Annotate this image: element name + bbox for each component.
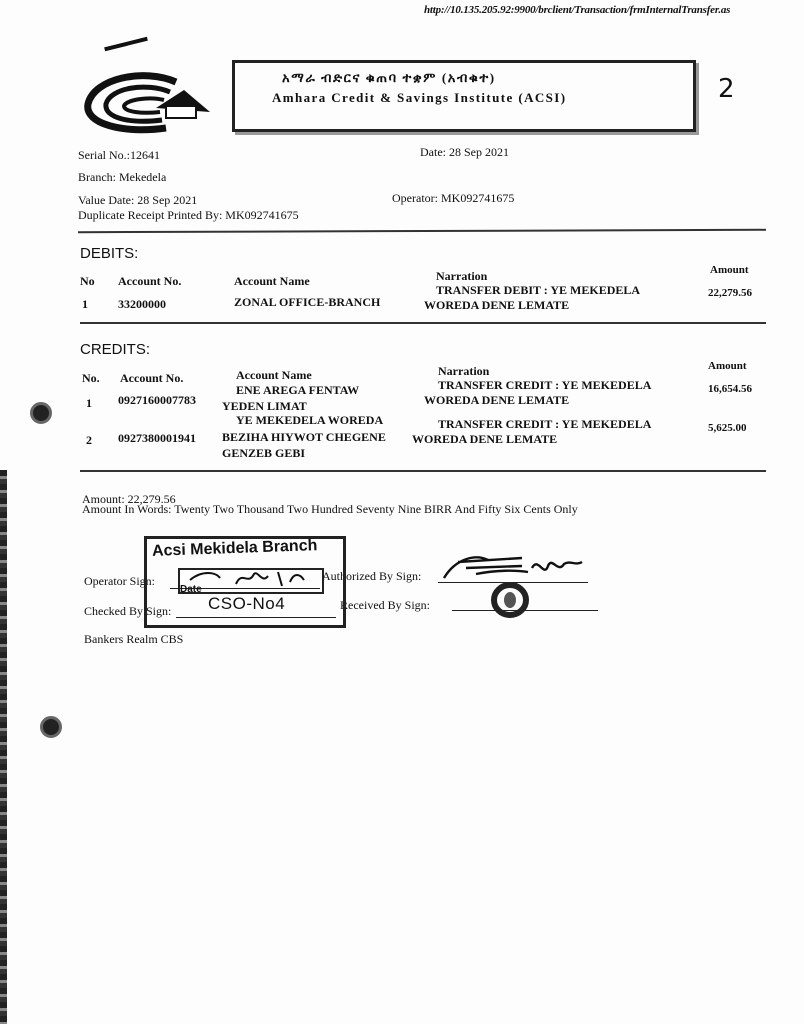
stamp-date-label: Date [180, 584, 202, 595]
credits-heading: CREDITS: [80, 341, 151, 358]
acsi-logo-icon [84, 72, 214, 136]
scan-edge [0, 470, 7, 1024]
debits-header-account-name: Account Name [234, 274, 310, 288]
stamp-officer: CSO-No4 [208, 594, 286, 613]
debits-heading: DEBITS: [80, 245, 139, 262]
value-date: Value Date: 28 Sep 2021 [78, 193, 198, 207]
debits-header-account-no: Account No. [118, 274, 182, 288]
credits-header-amount: Amount [708, 360, 747, 372]
divider [78, 229, 766, 233]
credit-row-account-no: 0927380001941 [118, 431, 196, 445]
punch-hole [40, 716, 62, 738]
received-by-label: Received By Sign: [340, 598, 430, 612]
institution-name: Amhara Credit & Savings Institute (ACSI) [272, 90, 567, 105]
credit-row-account-name-cont: YEDEN LIMAT [222, 399, 307, 413]
divider [80, 470, 766, 472]
credits-header-account-no: Account No. [120, 371, 184, 385]
browser-url: http://10.135.205.92:9900/brclient/Transaction/frmInternalTransfer.as [424, 4, 731, 16]
stamp-title: Acsi Mekidela Branch [151, 537, 318, 560]
debits-header-no: No [80, 274, 95, 288]
system-footer: Bankers Realm CBS [84, 632, 184, 646]
authorized-by-label: Authorized By Sign: [322, 569, 422, 583]
received-signature [484, 580, 536, 620]
credit-row-no: 1 [86, 396, 92, 410]
duplicate-printed-by: Duplicate Receipt Printed By: MK092741675 [78, 208, 299, 222]
credit-row-account-name: ENE AREGA FENTAW [236, 383, 360, 397]
receipt-date: Date: 28 Sep 2021 [420, 145, 509, 159]
credit-row-account-name: YE MEKEDELA WOREDA [236, 413, 384, 427]
credit-row-account-name-cont: GENZEB GEBI [222, 446, 306, 460]
debit-row-narration: TRANSFER DEBIT : YE MEKEDELA WOREDA DENE LEMATE [424, 283, 640, 312]
operator-sign-label: Operator Sign: [84, 574, 155, 588]
credit-row-narration: TRANSFER CREDIT : YE MEKEDELA WOREDA DENE LEMATE [424, 378, 651, 407]
credit-row-narration: TRANSFER CREDIT : YE MEKEDELA WOREDA DENE LEMATE [412, 417, 651, 446]
credit-row-account-name-cont: BEZIHA HIYWOT CHEGENE [222, 430, 386, 444]
debit-row-account-no: 33200000 [118, 297, 166, 311]
credit-row-account-no: 0927160007783 [118, 393, 196, 407]
credits-header-no: No. [82, 371, 100, 385]
debit-row-account-name: ZONAL OFFICE-BRANCH [234, 295, 381, 309]
debit-row-amount: 22,279.56 [708, 287, 752, 299]
credit-row-no: 2 [86, 433, 92, 447]
credits-header-account-name: Account Name [236, 368, 312, 382]
credits-header-narration: Narration [438, 364, 490, 378]
checked-by-label: Checked By Sign: [84, 604, 172, 618]
serial-number: Serial No.:12641 [78, 148, 160, 162]
credit-row-amount: 16,654.56 [708, 383, 752, 395]
branch: Branch: Mekedela [78, 170, 167, 184]
debits-header-narration: Narration [436, 269, 488, 283]
debits-header-amount: Amount [710, 264, 749, 276]
handwritten-page-number: 2 [718, 74, 735, 104]
operator-id: Operator: MK092741675 [392, 191, 515, 205]
institution-name-amharic: አማራ ብድርና ቁጠባ ተቋም (አብቁተ) [282, 70, 496, 85]
pen-mark [104, 37, 148, 52]
debit-row-no: 1 [82, 297, 88, 311]
operator-signature [186, 566, 316, 590]
punch-hole [30, 402, 52, 424]
total-amount: Amount: 22,279.56 [82, 492, 176, 506]
divider [80, 322, 766, 324]
amount-in-words: Amount In Words: Twenty Two Thousand Two Hundred Seventy Nine BIRR And Fifty Six Cents Only [82, 502, 578, 516]
credit-row-amount: 5,625.00 [708, 422, 747, 434]
